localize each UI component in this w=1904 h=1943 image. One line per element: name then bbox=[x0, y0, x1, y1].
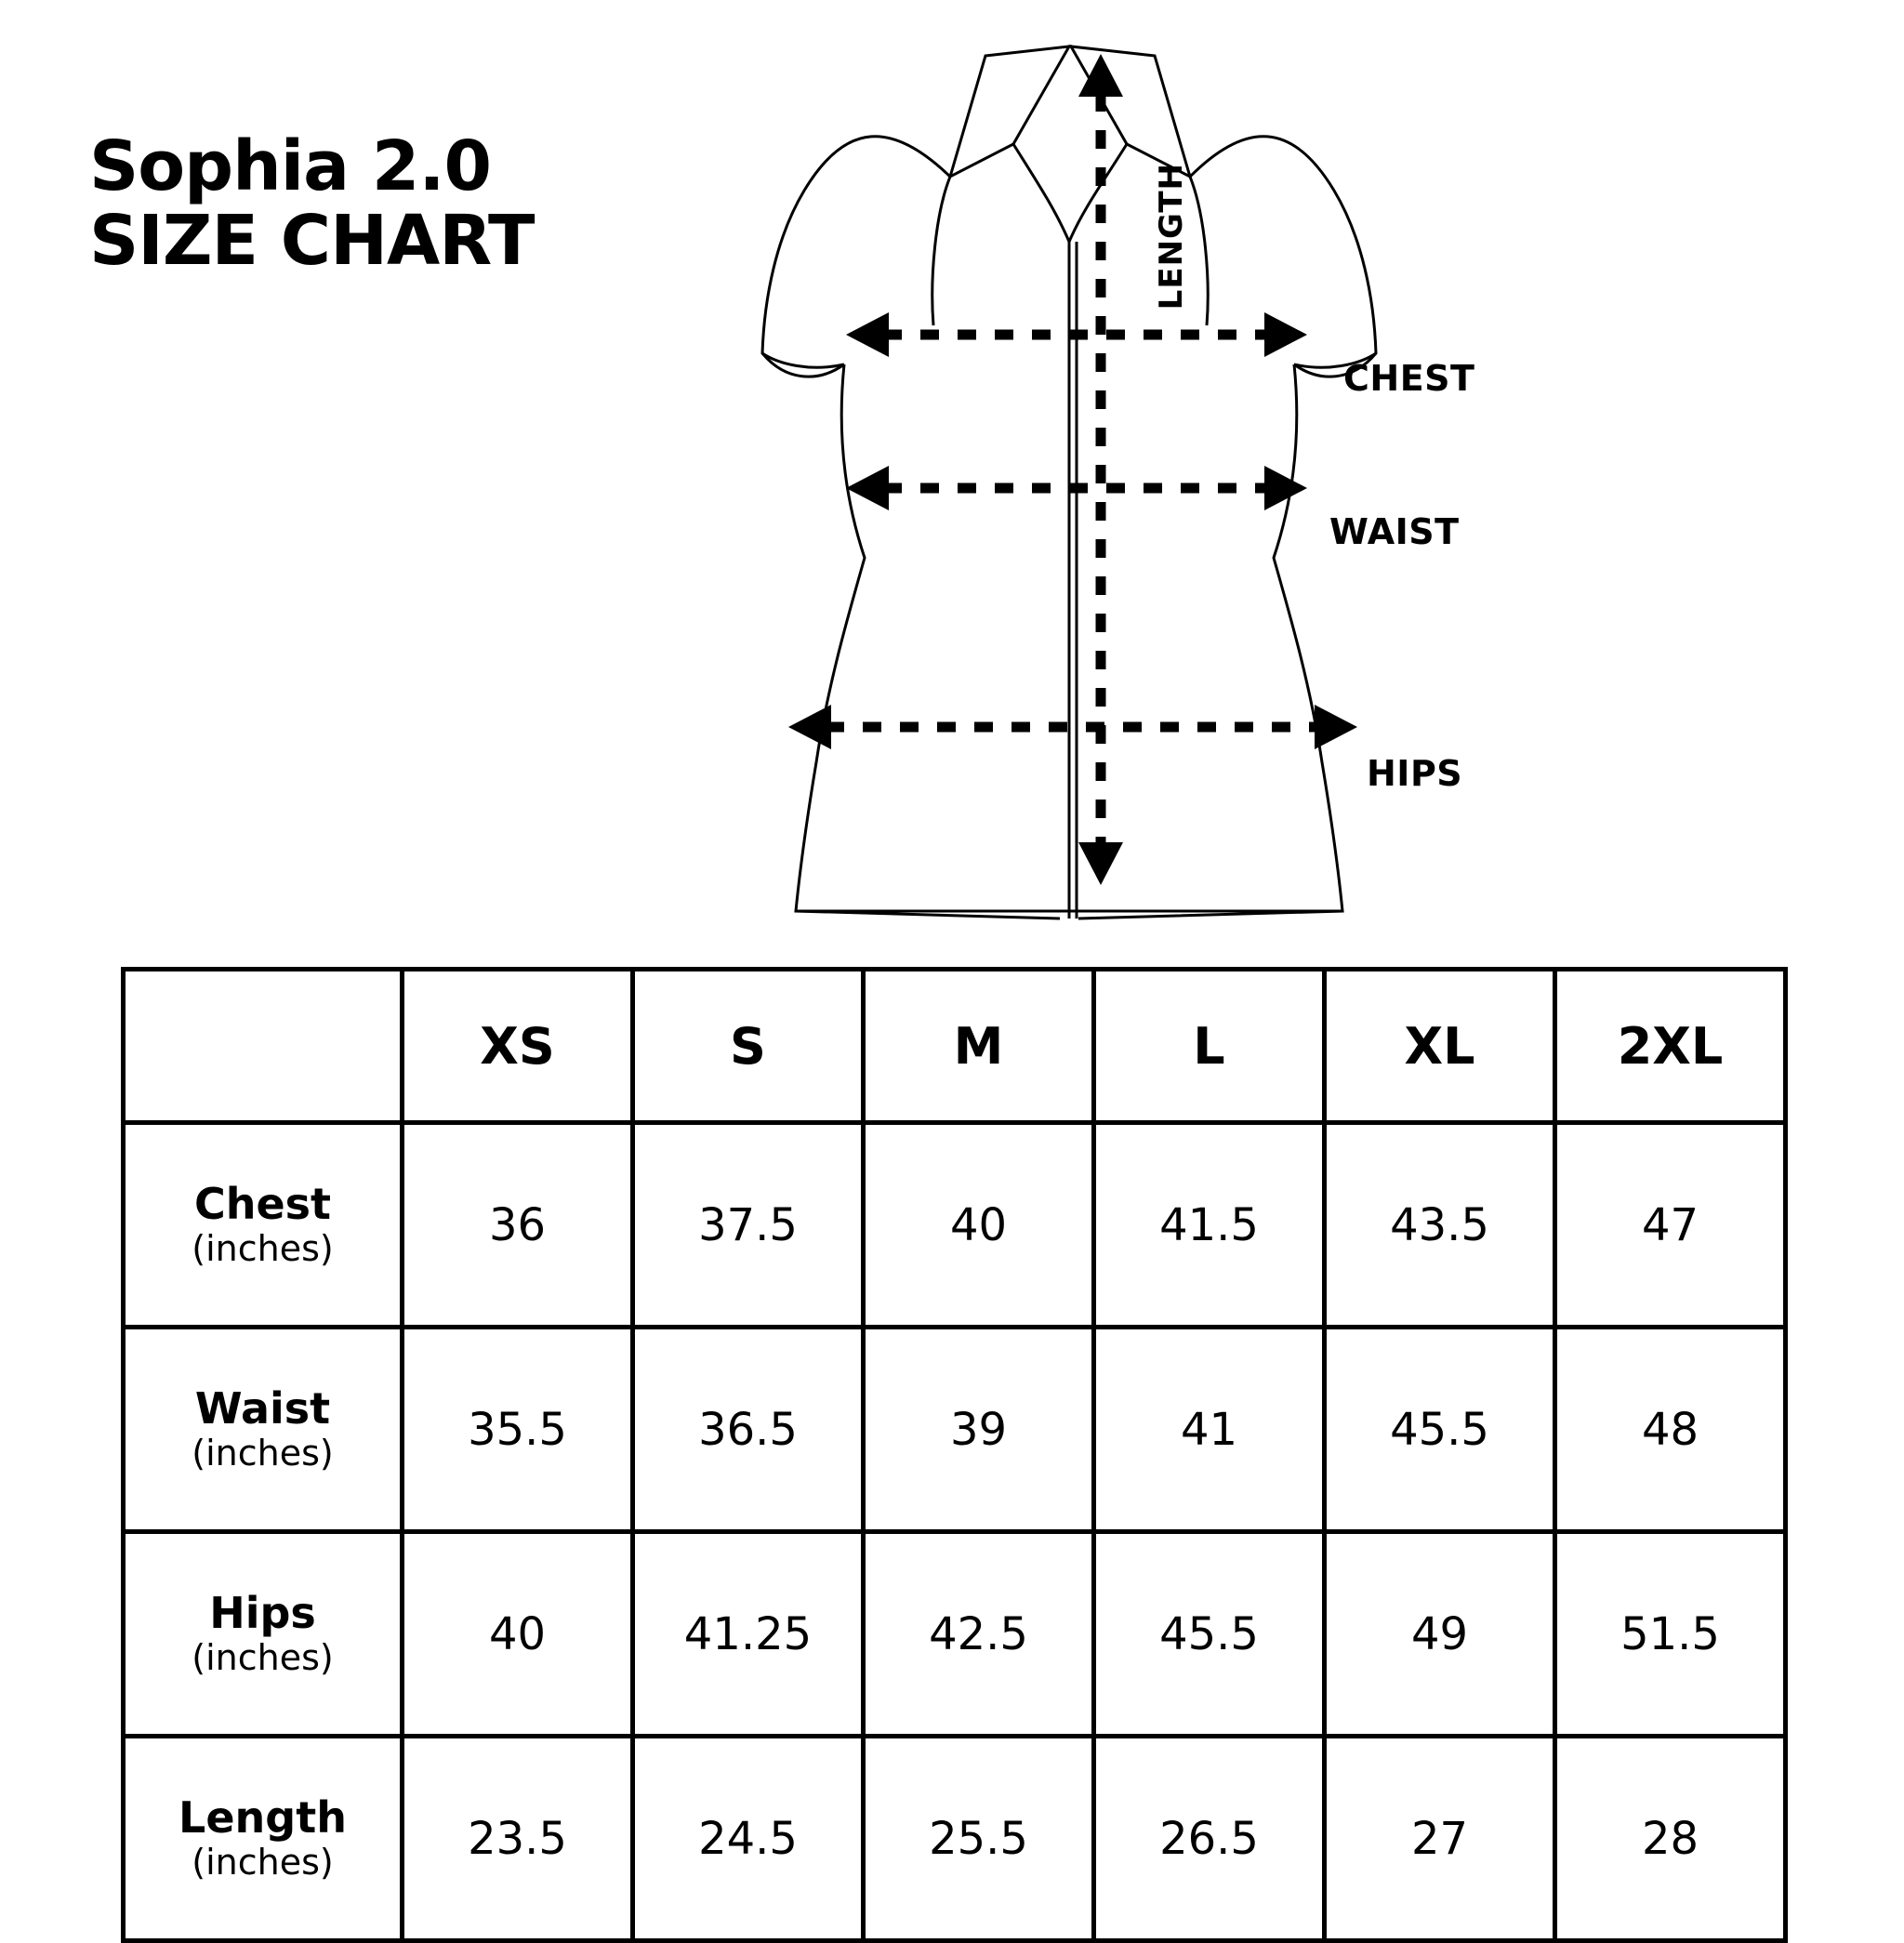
table-header-row bbox=[124, 970, 1786, 1123]
cell-chest-s: 37.5 bbox=[633, 1123, 864, 1328]
chest-label: CHEST bbox=[1343, 358, 1475, 399]
table-row bbox=[124, 1123, 1786, 1328]
cell-hips-l: 45.5 bbox=[1094, 1532, 1325, 1737]
cell-chest-2xl: 47 bbox=[1555, 1123, 1786, 1328]
cell-waist-2xl: 48 bbox=[1555, 1328, 1786, 1532]
cell-waist-s: 36.5 bbox=[633, 1328, 864, 1532]
cell-length-xl: 27 bbox=[1325, 1737, 1555, 1941]
cell-chest-xs: 36 bbox=[403, 1123, 633, 1328]
column-header-xs: XS bbox=[403, 970, 633, 1123]
row-header-hips bbox=[124, 1532, 403, 1737]
row-header-chest-name: Chest bbox=[193, 1179, 332, 1230]
row-header-chest-unit: (inches) bbox=[192, 1227, 334, 1269]
cell-hips-xs: 40 bbox=[403, 1532, 633, 1737]
cell-chest-m: 40 bbox=[864, 1123, 1094, 1328]
table-row bbox=[124, 1532, 1786, 1737]
row-header-waist bbox=[124, 1328, 403, 1532]
garment-illustration bbox=[707, 19, 1432, 967]
length-label: LENGTH bbox=[1153, 163, 1190, 311]
table-row bbox=[124, 1737, 1786, 1941]
cell-length-xs: 23.5 bbox=[403, 1737, 633, 1941]
cell-waist-l: 41 bbox=[1094, 1328, 1325, 1532]
page-title bbox=[89, 126, 666, 281]
row-header-chest bbox=[124, 1123, 403, 1328]
column-header-l: L bbox=[1094, 970, 1325, 1123]
cell-hips-2xl: 51.5 bbox=[1555, 1532, 1786, 1737]
cell-hips-xl: 49 bbox=[1325, 1532, 1555, 1737]
column-header-xl: XL bbox=[1325, 970, 1555, 1123]
size-chart-table-wrap bbox=[121, 967, 1785, 1943]
cell-waist-m: 39 bbox=[864, 1328, 1094, 1532]
cell-waist-xl: 45.5 bbox=[1325, 1328, 1555, 1532]
cell-chest-l: 41.5 bbox=[1094, 1123, 1325, 1328]
row-header-hips-name: Hips bbox=[209, 1588, 316, 1639]
size-chart-table bbox=[121, 967, 1788, 1943]
cell-waist-xs: 35.5 bbox=[403, 1328, 633, 1532]
cell-length-m: 25.5 bbox=[864, 1737, 1094, 1941]
waist-label: WAIST bbox=[1329, 511, 1460, 552]
row-header-hips-unit: (inches) bbox=[192, 1636, 334, 1678]
cell-length-l: 26.5 bbox=[1094, 1737, 1325, 1941]
title-line-1: Sophia 2.0 bbox=[89, 126, 491, 206]
title-line-2: SIZE CHART bbox=[89, 200, 535, 281]
column-header-2xl: 2XL bbox=[1555, 970, 1786, 1123]
cell-length-s: 24.5 bbox=[633, 1737, 864, 1941]
row-header-length-name: Length bbox=[178, 1792, 347, 1844]
row-header-length bbox=[124, 1737, 403, 1941]
row-header-length-unit: (inches) bbox=[192, 1841, 334, 1883]
cell-length-2xl: 28 bbox=[1555, 1737, 1786, 1941]
column-header-m: M bbox=[864, 970, 1094, 1123]
column-header-s: S bbox=[633, 970, 864, 1123]
row-header-waist-name: Waist bbox=[194, 1383, 331, 1434]
row-header-waist-unit: (inches) bbox=[192, 1432, 334, 1474]
cell-chest-xl: 43.5 bbox=[1325, 1123, 1555, 1328]
table-corner-cell bbox=[124, 970, 403, 1123]
cell-hips-s: 41.25 bbox=[633, 1532, 864, 1737]
hips-label: HIPS bbox=[1367, 753, 1463, 794]
cell-hips-m: 42.5 bbox=[864, 1532, 1094, 1737]
table-row bbox=[124, 1328, 1786, 1532]
